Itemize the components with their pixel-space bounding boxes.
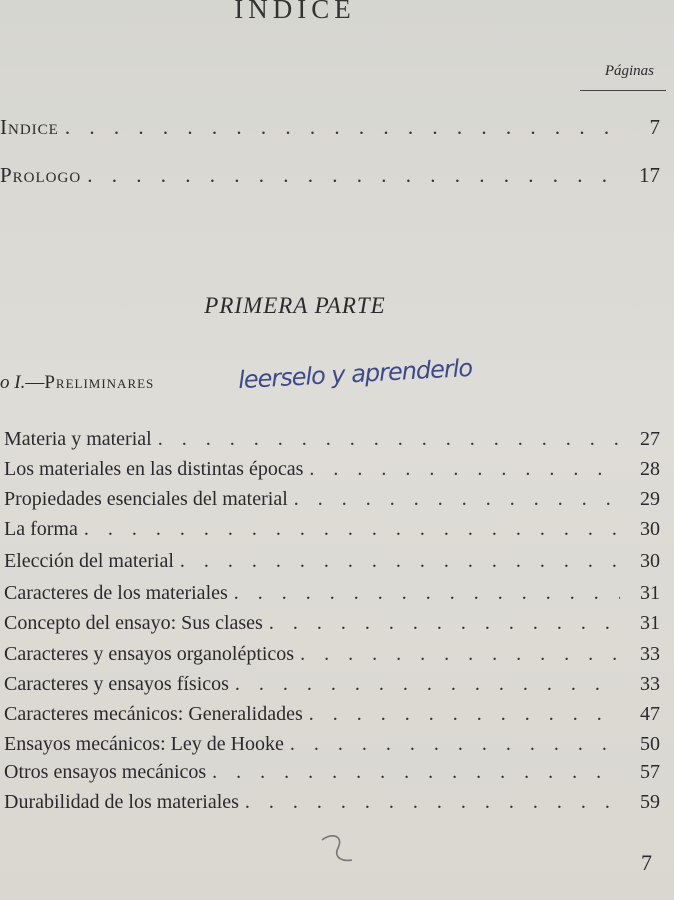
dot-leader <box>294 643 620 666</box>
toc-entry <box>4 791 660 814</box>
toc-entry-label: Otros ensayos mecánicos <box>4 761 207 783</box>
toc-entry-label: Caracteres de los materiales <box>4 582 228 604</box>
chapter-heading <box>0 372 154 394</box>
dot-leader <box>152 428 620 451</box>
toc-entry <box>4 643 660 666</box>
toc-entry-label: Materia y material <box>4 428 152 450</box>
toc-entry-page: 30 <box>640 518 660 540</box>
toc-entry-page: 31 <box>640 612 660 634</box>
page-title: INDICE <box>234 0 356 24</box>
toc-entry-label: La forma <box>4 518 78 540</box>
toc-entry <box>4 761 660 784</box>
dot-leader <box>303 703 620 726</box>
toc-entry <box>4 458 660 481</box>
toc-entry <box>4 550 660 573</box>
toc-entry-page: 7 <box>649 115 660 139</box>
toc-entry-page: 27 <box>640 428 660 450</box>
toc-entry-page: 30 <box>640 550 660 572</box>
toc-entry-label: Ensayos mecánicos: Ley de Hooke <box>4 733 284 755</box>
chapter-separator: — <box>25 372 45 393</box>
toc-entry-page: 33 <box>640 673 660 695</box>
chapter-number: o I. <box>0 372 26 393</box>
dot-leader <box>78 518 620 541</box>
pages-column-rule <box>580 90 666 91</box>
dot-leader <box>174 550 620 573</box>
toc-entry-prologo <box>0 163 660 188</box>
toc-entry <box>4 673 660 696</box>
toc-entry <box>4 518 660 541</box>
dot-leader <box>303 458 620 481</box>
toc-entry-page: 50 <box>640 733 660 755</box>
handwritten-note: leerselo y aprenderlo <box>237 353 473 395</box>
page-number: 7 <box>641 850 652 875</box>
toc-entry <box>4 582 660 605</box>
dot-leader <box>81 163 620 188</box>
toc-entry-label: Propiedades esenciales del material <box>4 488 288 510</box>
toc-entry-page: 47 <box>640 703 660 725</box>
toc-entry-label: Concepto del ensayo: Sus clases <box>4 612 263 634</box>
dot-leader <box>59 115 620 140</box>
toc-entry-label: Caracteres mecánicos: Generalidades <box>4 703 303 725</box>
dot-leader <box>229 673 620 696</box>
pencil-scribble <box>318 830 358 870</box>
toc-entry-label: Los materiales en las distintas épocas <box>4 458 304 480</box>
toc-entry <box>4 703 660 726</box>
chapter-name: Preliminares <box>44 372 155 393</box>
toc-entry-label: Prologo <box>0 163 82 187</box>
dot-leader <box>206 761 620 784</box>
toc-entry <box>4 612 660 635</box>
toc-entry-label: Durabilidad de los materiales <box>4 791 239 813</box>
toc-entry-page: 31 <box>640 582 660 604</box>
toc-entry-label: Elección del material <box>4 550 174 572</box>
dot-leader <box>263 612 620 635</box>
toc-entry <box>4 733 660 756</box>
dot-leader <box>239 791 620 814</box>
toc-entry-page: 57 <box>640 761 660 783</box>
toc-entry-page: 28 <box>640 458 660 480</box>
dot-leader <box>284 733 620 756</box>
toc-entry <box>4 488 660 511</box>
dot-leader <box>288 488 620 511</box>
toc-entry-page: 59 <box>640 791 660 813</box>
toc-entry-page: 29 <box>640 488 660 510</box>
toc-entry-label: Caracteres y ensayos físicos <box>4 673 229 695</box>
toc-entry <box>4 428 660 451</box>
toc-entry-indice <box>0 115 660 140</box>
pages-column-label: Páginas <box>604 63 654 79</box>
dot-leader <box>228 582 620 605</box>
toc-entry-label: Indice <box>0 115 59 139</box>
toc-entry-page: 33 <box>640 643 660 665</box>
toc-entry-page: 17 <box>639 163 660 187</box>
part-title: PRIMERA PARTE <box>204 293 386 318</box>
toc-entry-label: Caracteres y ensayos organolépticos <box>4 643 295 665</box>
